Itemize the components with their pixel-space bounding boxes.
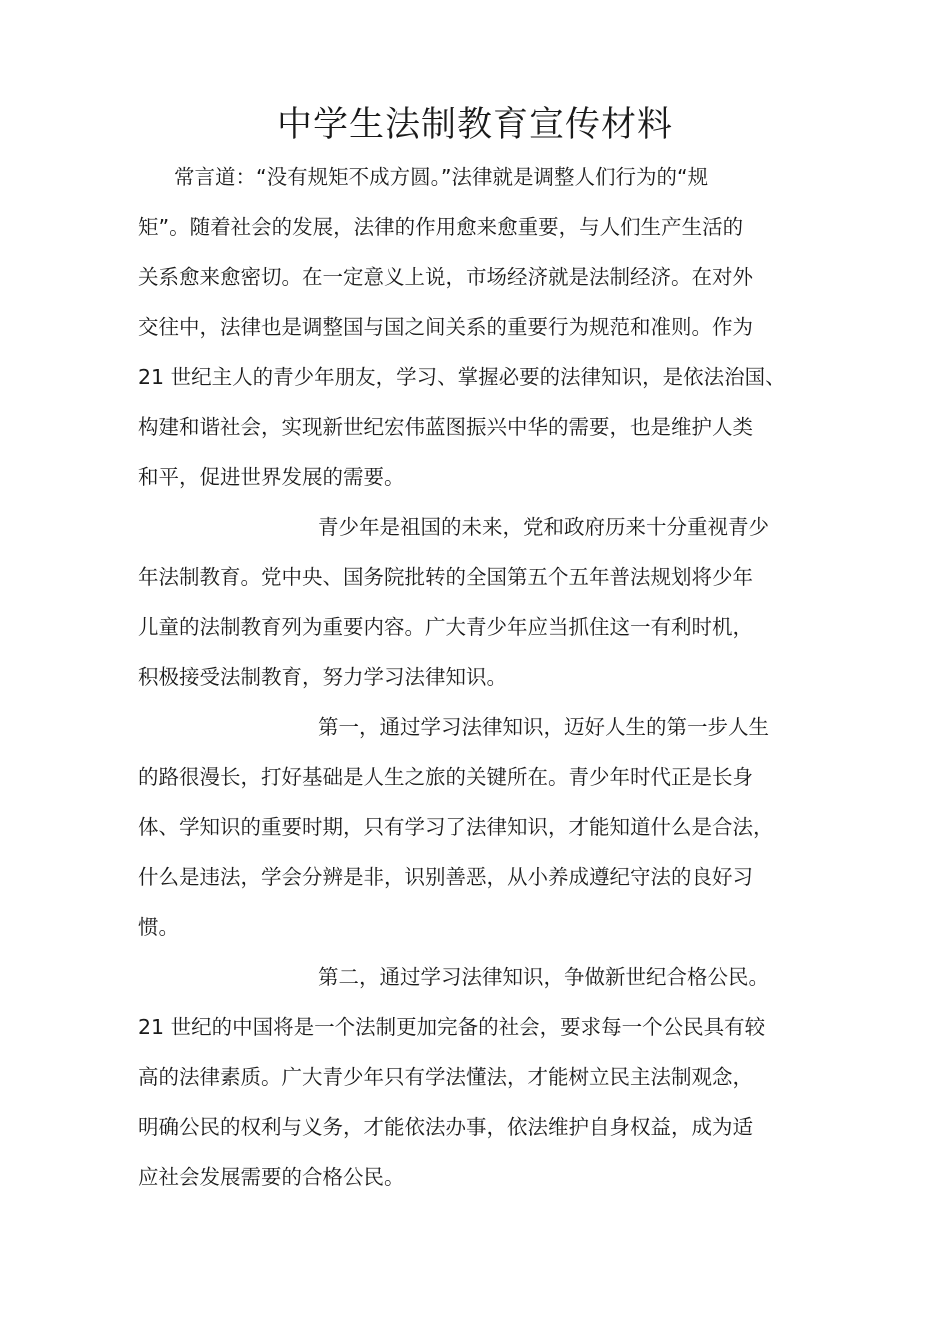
text-line: 儿童的法制教育列为重要内容。广大青少年应当抓住这一有利时机， [138,615,753,639]
text-line: 关系愈来愈密切。在一定意义上说，市场经济就是法制经济。在对外 [138,265,753,289]
text-line: 构建和谐社会，实现新世纪宏伟蓝图振兴中华的需要，也是维护人类 [138,415,753,439]
text-line: 高的法律素质。广大青少年只有学法懂法，才能树立民主法制观念， [138,1065,753,1089]
text-line: 的路很漫长，打好基础是人生之旅的关键所在。青少年时代正是长身 [138,765,753,789]
text-line: 第二，通过学习法律知识，争做新世纪合格公民。 [318,965,769,989]
text-line: 明确公民的权利与义务，才能依法办事，依法维护自身权益，成为适 [138,1115,753,1139]
text-line: 常言道：“没有规矩不成方圆。”法律就是调整人们行为的“规 [174,165,709,189]
page-title: 中学生法制教育宣传材料 [276,105,673,145]
text-line: 第一，通过学习法律知识，迈好人生的第一步人生 [318,715,769,739]
text-line: 21 世纪主人的青少年朋友，学习、掌握必要的法律知识，是依法治国、 [138,365,786,389]
text-line: 什么是违法，学会分辨是非，识别善恶，从小养成遵纪守法的良好习 [138,865,753,889]
text-line: 积极接受法制教育，努力学习法律知识。 [138,665,507,689]
text-line: 21 世纪的中国将是一个法制更加完备的社会，要求每一个公民具有较 [138,1015,766,1039]
text-line: 青少年是祖国的未来，党和政府历来十分重视青少 [318,515,769,539]
text-line: 应社会发展需要的合格公民。 [138,1165,405,1189]
text-line: 惯。 [138,915,179,939]
text-line: 和平，促进世界发展的需要。 [138,465,405,489]
text-line: 矩”。随着社会的发展，法律的作用愈来愈重要，与人们生产生活的 [138,215,744,239]
text-line: 体、学知识的重要时期，只有学习了法律知识，才能知道什么是合法， [138,815,774,839]
text-line: 交往中，法律也是调整国与国之间关系的重要行为规范和准则。作为 [138,315,753,339]
text-line: 年法制教育。党中央、国务院批转的全国第五个五年普法规划将少年 [138,565,753,589]
